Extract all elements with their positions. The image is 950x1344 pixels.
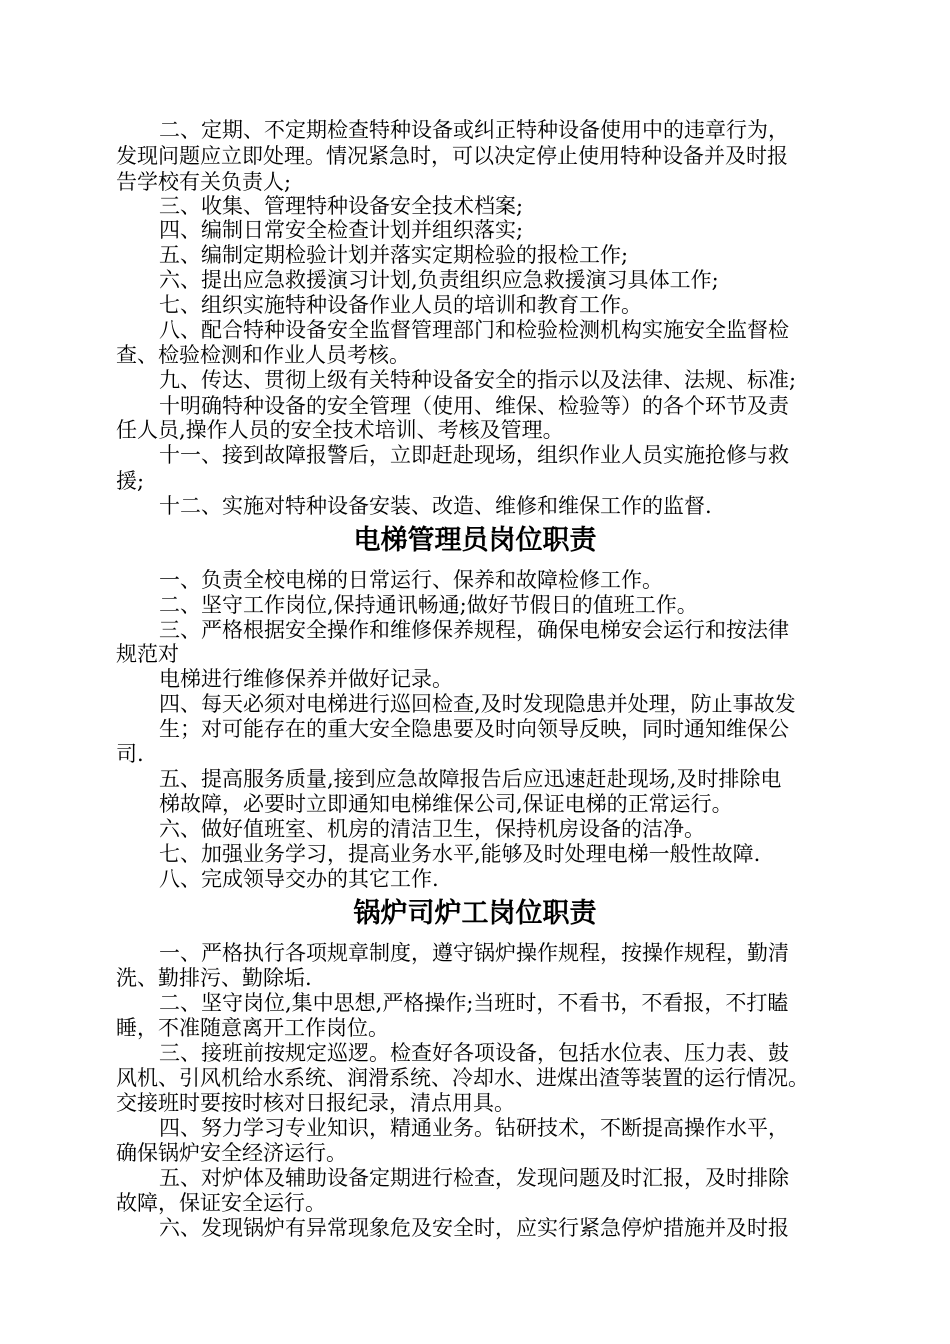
paragraph-line: 八、完成领导交办的其它工作. bbox=[159, 867, 439, 891]
paragraph-line: 任人员,操作人员的安全技术培训、考核及管理。 bbox=[116, 418, 564, 442]
paragraph-line: 电梯进行维修保养并做好记录。 bbox=[159, 667, 453, 691]
paragraph-line: 洗、勤排污、勤除垢. bbox=[116, 966, 312, 990]
paragraph-line: 告学校有关负责人; bbox=[116, 170, 292, 194]
paragraph-line: 一、严格执行各项规章制度，遵守锅炉操作规程，按操作规程，勤清 bbox=[159, 941, 789, 965]
paragraph-line: 六、提出应急救援演习计划,负责组织应急救援演习具体工作; bbox=[159, 268, 719, 292]
paragraph-line: 三、严格根据安全操作和维修保养规程，确保电梯安会运行和按法律 bbox=[159, 618, 789, 642]
paragraph-line: 梯故障，必要时立即通知电梯维保公司,保证电梯的正常运行。 bbox=[159, 792, 733, 816]
paragraph-line: 发现问题应立即处理。情况紧急时，可以决定停止使用特种设备并及时报 bbox=[116, 144, 788, 168]
section-title-boiler: 锅炉司炉工岗位职责 bbox=[353, 898, 597, 929]
paragraph-line: 查、检验检测和作业人员考核。 bbox=[116, 343, 410, 367]
paragraph-line: 四、每天必须对电梯进行巡回检查,及时发现隐患并处理，防止事故发 bbox=[159, 692, 796, 716]
paragraph-line: 三、接班前按规定巡逻。检查好各项设备，包括水位表、压力表、鼓 bbox=[159, 1041, 789, 1065]
paragraph-line: 五、编制定期检验计划并落实定期检验的报检工作; bbox=[159, 243, 629, 267]
paragraph-line: 睡，不准随意离开工作岗位。 bbox=[116, 1016, 389, 1040]
paragraph-line: 十一、接到故障报警后，立即赶赴现场，组织作业人员实施抢修与救 bbox=[159, 443, 789, 467]
paragraph-line: 七、组织实施特种设备作业人员的培训和教育工作。 bbox=[159, 293, 642, 317]
paragraph-line: 援; bbox=[116, 469, 145, 493]
paragraph-line: 二、坚守工作岗位,保持通讯畅通;做好节假日的值班工作。 bbox=[159, 593, 698, 617]
paragraph-line: 五、对炉体及辅助设备定期进行检查，发现问题及时汇报，及时排除 bbox=[159, 1166, 789, 1190]
paragraph-line: 一、负责全校电梯的日常运行、保养和故障检修工作。 bbox=[159, 568, 663, 592]
paragraph-line: 六、做好值班室、机房的清洁卫生，保持机房设备的洁净。 bbox=[159, 817, 705, 841]
paragraph-line: 交接班时要按时核对日报纪录，清点用具。 bbox=[116, 1091, 515, 1115]
paragraph-line: 四、努力学习专业知识，精通业务。钻研技术，不断提高操作水平， bbox=[159, 1116, 789, 1140]
paragraph-line: 生；对可能存在的重大安全隐患要及时向领导反映，同时通知维保公 bbox=[159, 717, 789, 741]
section-title-elevator: 电梯管理员岗位职责 bbox=[353, 525, 597, 556]
paragraph-line: 规范对 bbox=[116, 642, 179, 666]
paragraph-line: 五、提高服务质量,接到应急故障报告后应迅速赶赴现场,及时排除电 bbox=[159, 767, 782, 791]
paragraph-line: 八、配合特种设备安全监督管理部门和检验检测机构实施安全监督检 bbox=[159, 318, 789, 342]
paragraph-line: 确保锅炉安全经济运行。 bbox=[116, 1141, 347, 1165]
paragraph-line: 六、发现锅炉有异常现象危及安全时，应实行紧急停炉措施并及时报 bbox=[159, 1216, 789, 1240]
paragraph-line: 四、编制日常安全检查计划并组织落实; bbox=[159, 218, 524, 242]
paragraph-line: 三、收集、管理特种设备安全技术档案; bbox=[159, 194, 524, 218]
paragraph-line: 司. bbox=[116, 742, 144, 766]
paragraph-line: 故障，保证安全运行。 bbox=[116, 1191, 326, 1215]
paragraph-line: 十明确特种设备的安全管理（使用、维保、检验等）的各个环节及责 bbox=[159, 394, 789, 418]
paragraph-line: 二、坚守岗位,集中思想,严格操作;当班时，不看书，不看报，不打瞌 bbox=[159, 991, 789, 1015]
paragraph-line: 风机、引风机给水系统、润滑系统、冷却水、进煤出渣等装置的运行情况。 bbox=[116, 1066, 809, 1090]
paragraph-line: 九、传达、贯彻上级有关特种设备安全的指示以及法律、法规、标准; bbox=[159, 368, 797, 392]
paragraph-line: 十二、实施对特种设备安装、改造、维修和维保工作的监督. bbox=[159, 494, 712, 518]
paragraph-line: 二、定期、不定期检查特种设备或纠正特种设备使用中的违章行为， bbox=[159, 118, 789, 142]
paragraph-line: 七、加强业务学习，提高业务水平,能够及时处理电梯一般性故障. bbox=[159, 842, 761, 866]
